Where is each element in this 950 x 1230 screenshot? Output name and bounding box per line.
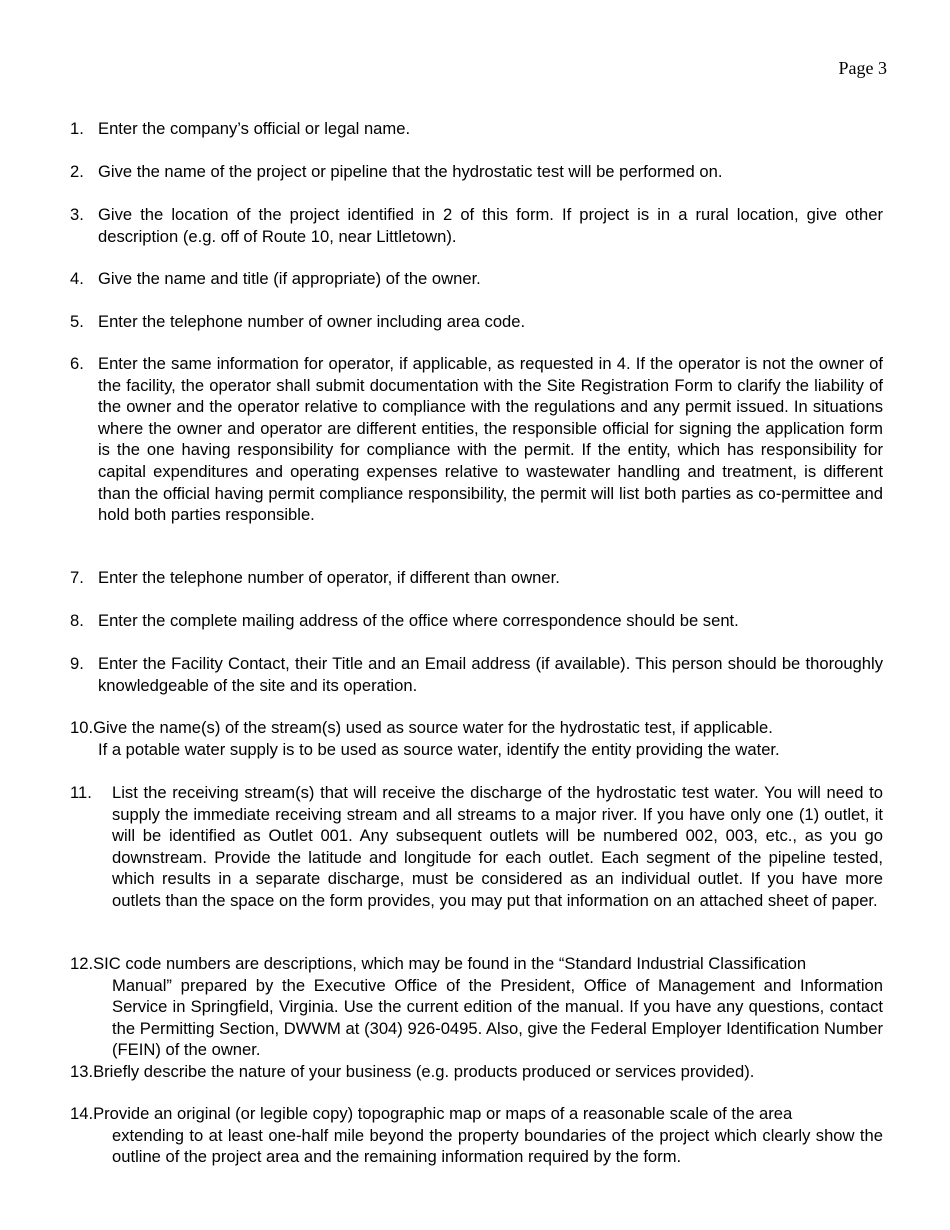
instruction-item-4 bbox=[70, 268, 883, 290]
instruction-item-6 bbox=[70, 353, 883, 526]
item-text: Enter the telephone number of operator, if different than owner. bbox=[98, 568, 560, 587]
item-text-continuation: If a potable water supply is to be used as source water, identify the entity providing the water. bbox=[98, 739, 780, 759]
item-number: 4. bbox=[70, 269, 84, 288]
item-number: 2. bbox=[70, 162, 84, 181]
item-number: 13. bbox=[70, 1062, 94, 1081]
item-number: 6. bbox=[70, 354, 84, 373]
item-number: 8. bbox=[70, 611, 84, 630]
item-text: Enter the complete mailing address of the office where correspondence should be sent. bbox=[98, 611, 739, 630]
item-number: 12. bbox=[70, 954, 94, 973]
instruction-item-2 bbox=[70, 161, 883, 183]
item-number: 7. bbox=[70, 568, 84, 587]
item-text: Give the location of the project identified in 2 of this form. If project is in a rural location, give other description (e.g. off of Route 10, near Littletown). bbox=[98, 205, 883, 246]
instruction-item-14 bbox=[70, 1103, 883, 1168]
item-text: Give the name and title (if appropriate) of the owner. bbox=[98, 269, 481, 288]
item-text-first-line: Give the name(s) of the stream(s) used as source water for the hydrostatic test, if applicable. bbox=[93, 718, 773, 737]
item-text: Enter the same information for operator, if applicable, as requested in 4. If the operator is not the owner of the facility, the operator shall submit documentation with the Site Registration Form to clarify the liability of the owner and the operator relative to compliance with the regulations and any permit issued. In situations where the owner and operator are different entities, the responsible official for signing the application form is the one having responsibility for compliance with the permit. If the entity, which has responsibility for capital expenditures and operating expenses relative to wastewater handling and treatment, is different than the official having permit compliance responsibility, the permit will list both parties as co-permittee and hold both parties responsible. bbox=[98, 354, 883, 525]
instruction-item-9 bbox=[70, 653, 883, 696]
item-text: Enter the Facility Contact, their Title and an Email address (if available). This person should be thoroughly knowledgeable of the site and its operation. bbox=[98, 654, 883, 695]
item-text-continuation: Manual” prepared by the Executive Office of the President, Office of Management and Information Service in Springfield, Virginia. Use the current edition of the manual. If you have any questions, contact the Permitting Section, DWWM at (304) 926-0495. Also, give the Federal Employer Identification Number (FEIN) of the owner. bbox=[112, 975, 883, 1060]
instruction-item-8 bbox=[70, 610, 883, 632]
item-text-first-line: Provide an original (or legible copy) topographic map or maps of a reasonable scale of the area bbox=[93, 1104, 793, 1123]
item-number: 9. bbox=[70, 654, 84, 673]
instruction-item-11 bbox=[70, 782, 883, 912]
item-text: Enter the telephone number of owner including area code. bbox=[98, 312, 526, 331]
item-text: Give the name of the project or pipeline that the hydrostatic test will be performed on. bbox=[98, 162, 723, 181]
item-text-first-line: SIC code numbers are descriptions, which may be found in the “Standard Industrial Classification bbox=[93, 954, 807, 973]
item-text: List the receiving stream(s) that will receive the discharge of the hydrostatic test water. You will need to supply the immediate receiving stream and all streams to a major river. If you have only one (1) outlet, it will be identified as Outlet 001. Any subsequent outlets will be numbered 002, 003, etc., as you go downstream. Provide the latitude and longitude for each outlet. Each segment of the pipeline tested, which results in a separate discharge, must be considered as an individual outlet. If you have more outlets than the space on the form provides, you may put that information on an attached sheet of paper. bbox=[112, 783, 883, 910]
item-number: 3. bbox=[70, 205, 84, 224]
item-number: 10. bbox=[70, 718, 94, 737]
item-text: Enter the company’s official or legal name. bbox=[98, 119, 411, 138]
instruction-item-13 bbox=[70, 1061, 883, 1083]
item-number: 14. bbox=[70, 1104, 94, 1123]
instruction-item-12 bbox=[70, 953, 883, 1061]
item-number: 11. bbox=[70, 783, 92, 802]
item-number: 5. bbox=[70, 312, 84, 331]
item-text-continuation: extending to at least one-half mile beyond the property boundaries of the project which clearly show the outline of the project area and the remaining information required by the form. bbox=[112, 1125, 883, 1167]
instruction-item-7 bbox=[70, 567, 883, 589]
instruction-item-10 bbox=[70, 717, 883, 760]
instruction-item-1 bbox=[70, 118, 883, 140]
item-number: 1. bbox=[70, 119, 84, 138]
item-text: Briefly describe the nature of your business (e.g. products produced or services provided). bbox=[93, 1062, 755, 1081]
instruction-item-3 bbox=[70, 204, 883, 247]
page-number: Page 3 bbox=[838, 58, 887, 78]
instruction-item-5 bbox=[70, 311, 883, 333]
